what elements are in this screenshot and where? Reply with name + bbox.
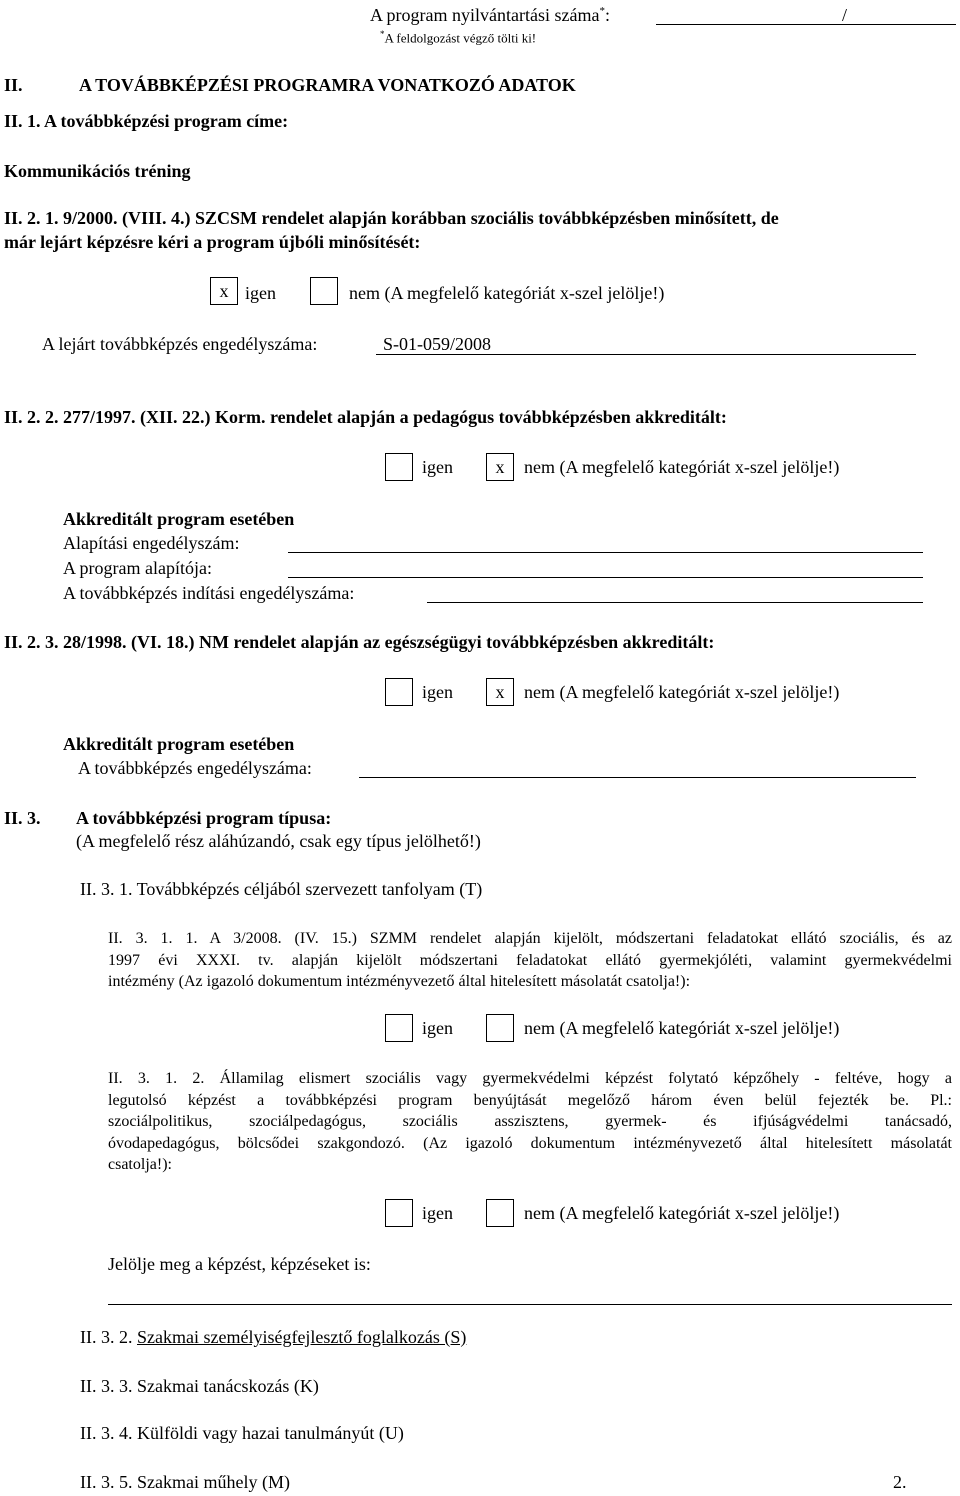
founding-permit-label: Alapítási engedélyszám: [63,533,240,553]
course-type-s-prefix: II. 3. 2. [80,1327,137,1347]
section-title: A TOVÁBBKÉPZÉSI PROGRAMRA VONATKOZÓ ADATOK [79,75,576,95]
checkbox-2-1-yes[interactable]: x [210,277,238,305]
expired-permit-underline [376,354,916,355]
course-type-s[interactable] [80,1328,466,1346]
course-type-k[interactable]: II. 3. 3. Szakmai tanácskozás (K) [80,1376,319,1396]
checkbox-2-1-yes-label: igen [245,283,276,303]
checkbox-2-2-no-label: nem (A megfelelő kategóriát x-szel jelölje!) [524,457,840,477]
question-2-2-line1: II. 2. 2. 277/1997. (XII. 22.) Korm. rendelet alapján a pedagógus továbbképzésben akkreditált: [4,407,727,427]
launch-permit-label: A továbbképzés indítási engedélyszáma: [63,583,355,603]
page-number: 2. [893,1472,907,1492]
question-2-1-line2: már lejárt képzésre kéri a program újbóli minősítését: [4,232,421,252]
mark-courses-label: Jelölje meg a képzést, képzéseket is: [108,1254,371,1274]
checkbox-2-3-yes-label: igen [422,682,453,702]
checkbox-2-3-no-label: nem (A megfelelő kategóriát x-szel jelölje!) [524,682,840,702]
checkbox-2-3-no[interactable]: x [486,678,514,706]
question-2-3-line1: II. 2. 3. 28/1998. (VI. 18.) NM rendelet alapján az egészségügyi továbbképzésben akkreditált: [4,632,715,652]
course-type-m[interactable]: II. 3. 5. Szakmai műhely (M) [80,1472,290,1492]
section-ii-3-note: (A megfelelő rész aláhúzandó, csak egy típus jelölhető!) [76,831,481,851]
program-title-label: II. 1. A továbbképzési program címe: [4,111,289,131]
checkbox-3-1-1-no[interactable] [486,1014,514,1042]
checkbox-2-2-no[interactable]: x [486,453,514,481]
section-ii-3-number: II. 3. [4,808,41,828]
registration-number-label: A program nyilvántartási száma*: [370,5,610,25]
checkbox-2-1-no-label: nem (A megfelelő kategóriát x-szel jelölje!) [349,283,665,303]
course-type-s-label: Szakmai személyiségfejlesztő foglalkozás (S) [137,1327,467,1347]
registration-number-field[interactable] [656,24,956,25]
checkbox-3-1-1-no-label: nem (A megfelelő kategóriát x-szel jelölje!) [524,1018,840,1038]
registration-number-slash: / [842,5,848,25]
permit-2-3-field[interactable] [359,777,916,778]
founding-permit-field[interactable] [288,552,923,553]
permit-2-3-label: A továbbképzés engedélyszáma: [78,758,312,778]
checkbox-3-1-2-yes[interactable] [385,1199,413,1227]
program-title-value: Kommunikációs tréning [4,161,191,181]
founder-label: A program alapítója: [63,558,212,578]
expired-permit-label: A lejárt továbbképzés engedélyszáma: [42,334,318,354]
section-number: II. [4,75,23,95]
accredited-heading-2-3: Akkreditált program esetében [63,734,295,754]
accredited-heading-2-2: Akkreditált program esetében [63,509,295,529]
question-3-1-1-text: II. 3. 1. 1. A 3/2008. (IV. 15.) SZMM rendelet alapján kijelölt, módszertani feladatokat ellátó szociális, és az 1997 évi XXXI. tv. alapján kijelölt módszertani feladatokat ellátó gyermekjóléti, valamint gyermekvédelmi intézmény (Az igazoló dokumentum intézményvezető által hitelesített másolatát csatolja!): [108,930,952,990]
checkbox-3-1-2-yes-label: igen [422,1203,453,1223]
course-type-t-heading: II. 3. 1. Továbbképzés céljából szervezett tanfolyam (T) [80,879,483,899]
question-2-1-line1: II. 2. 1. 9/2000. (VIII. 4.) SZCSM rendelet alapján korábban szociális továbbképzésben minősített, de [4,208,779,228]
section-ii-3-title: A továbbképzési program típusa: [76,808,332,828]
checkbox-2-2-yes-label: igen [422,457,453,477]
checkbox-3-1-2-no[interactable] [486,1199,514,1227]
checkbox-3-1-1-yes-label: igen [422,1018,453,1038]
launch-permit-field[interactable] [427,602,923,603]
expired-permit-value[interactable]: S-01-059/2008 [383,334,491,354]
founder-field[interactable] [288,577,923,578]
footnote: *A feldolgozást végző tölti ki! [380,29,537,46]
question-3-1-2-text: II. 3. 1. 2. Államilag elismert szociális vagy gyermekvédelmi képzést folytató képzőhely - feltéve, hogy a legutolsó képzést a továbbképzési program benyújtását megelőző három éven belül fejezték be. Pl.: szociálpolitikus, szociálpedagógus, szociális asszisztens, gyermek- és ifjúságvédelmi tanácsadó, óvodapedagógus, bölcsődei szakgondozó. (Az igazoló dokumentum intézményvezető által hitelesített másolatát csatolja!): [108,1070,952,1173]
checkbox-3-1-1-yes[interactable] [385,1014,413,1042]
checkbox-2-3-yes[interactable] [385,678,413,706]
checkbox-2-1-no[interactable] [310,277,338,305]
checkbox-3-1-2-no-label: nem (A megfelelő kategóriát x-szel jelölje!) [524,1203,840,1223]
course-type-u[interactable]: II. 3. 4. Külföldi vagy hazai tanulmányút (U) [80,1423,404,1443]
mark-courses-field[interactable] [108,1304,952,1305]
checkbox-2-2-yes[interactable] [385,453,413,481]
